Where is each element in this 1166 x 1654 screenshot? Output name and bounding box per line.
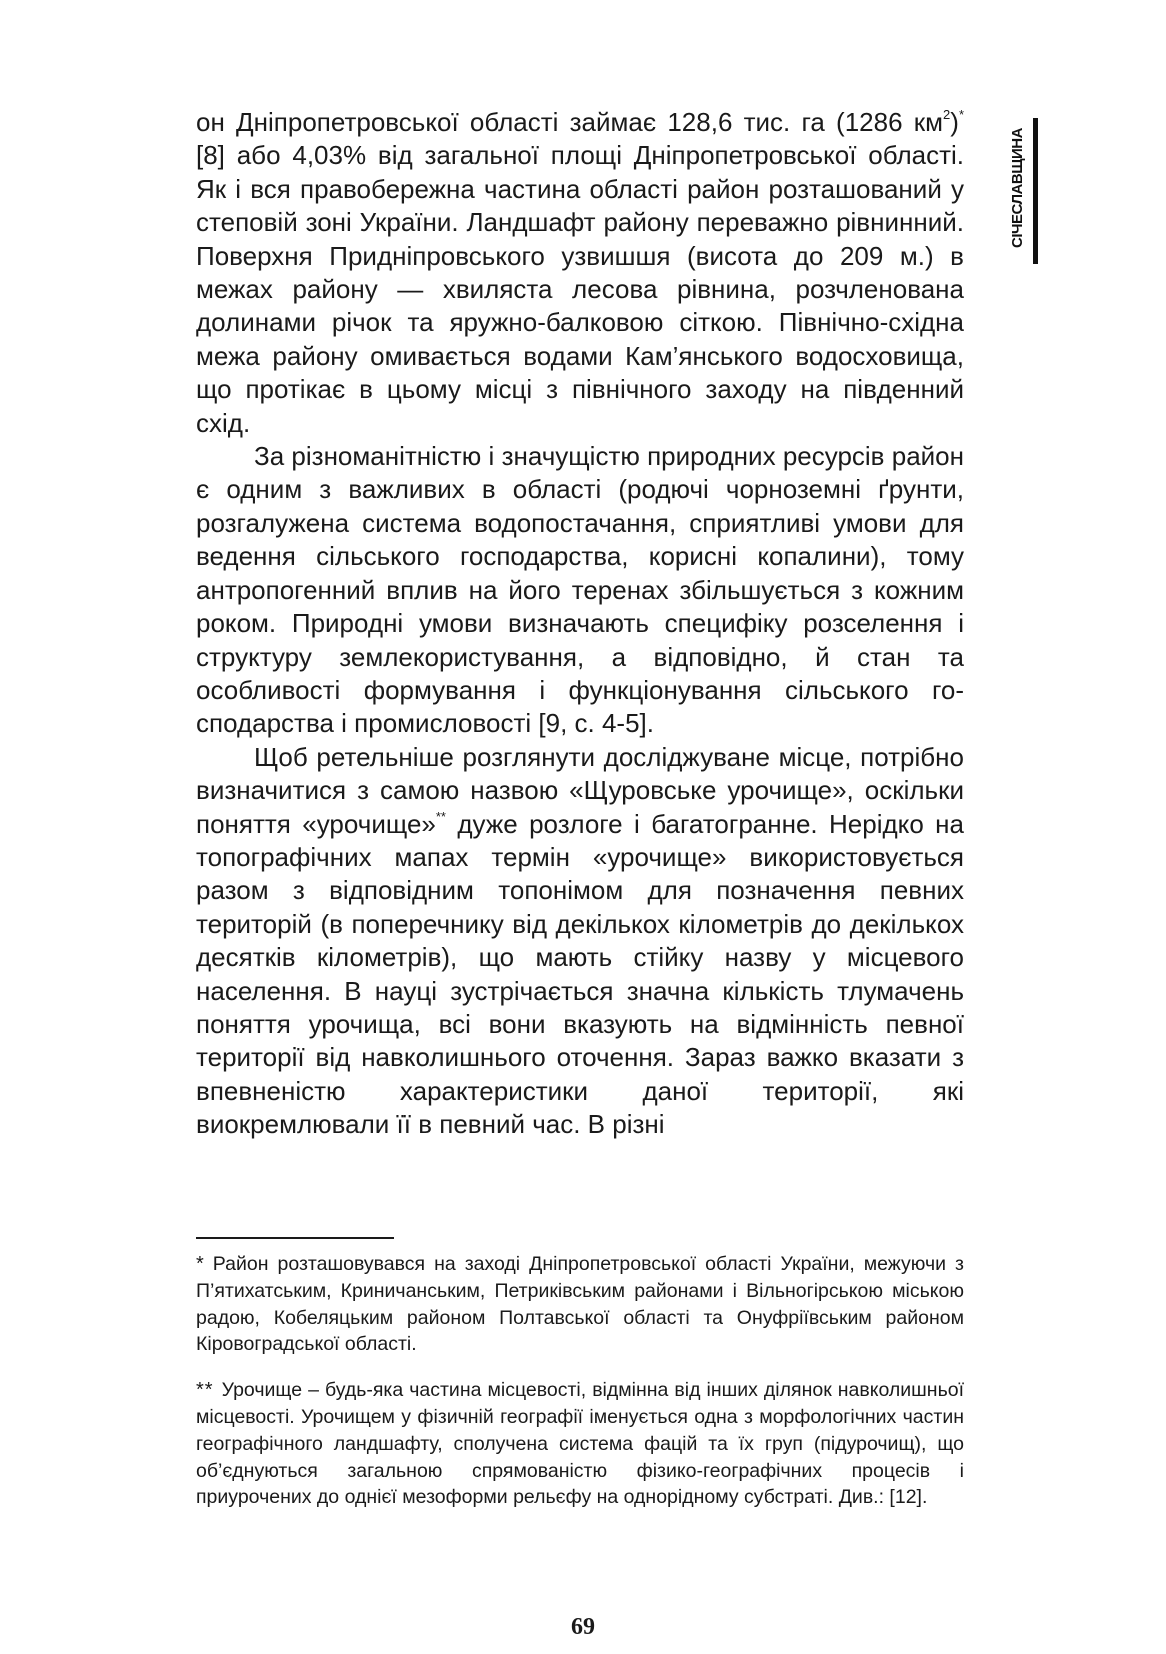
main-text: [196, 106, 964, 1142]
footnote-1-text: Район розташовувався на заході Дніпропетровської області України, межуючи з П’ятихатським, Криничанським, Петриківським районами і Вільногірською міською радою, Кобеляцьким районом Полтавської області та Онуфріївським районом Кіровоградської області.: [196, 1253, 964, 1356]
superscript-2: 2: [943, 107, 951, 122]
page-number: 69: [571, 1614, 595, 1640]
footnote-divider: [196, 1237, 394, 1239]
paragraph-3: [196, 741, 964, 1142]
footnote-ref-1: *: [958, 107, 964, 122]
paragraph-1-text-b: ): [950, 107, 959, 137]
paragraph-3-text-a: Щоб ретельніше розглянути досліджуване місце, потрібно визначитися з самою назвою «Щуровське урочище», оскільки поняття «урочище»: [196, 741, 964, 839]
paragraph-1-text-a: он Дніпропетровської області займає 128,6 тис. га (1286 км: [196, 107, 944, 137]
footnote-2: [196, 1377, 964, 1511]
footnote-2-text: Урочище – будь-яка частина місцевості, відмінна від інших ділянок навколишньої місцевості. Урочищем у фізичній географії іменується одна з морфологічних частин географічного ландшафту, сполучена система фацій та їх груп (підурочищ), що об’єднуються загальною спрямованістю фізико-географічних процесів і приурочених до однієї мезоформи рельєфу на однорідному субстраті. Див.: [12].: [196, 1379, 964, 1509]
footnote-ref-2: **: [435, 808, 446, 824]
footnote-1-mark: *: [196, 1253, 205, 1275]
series-logo-text: СІЧЕСЛАВЩИНА: [1009, 128, 1026, 248]
paragraph-2: За різноманітністю і значущістю природних ресурсів район є одним з важливих в області (родючі чорноземні ґрунти, розгалужена система водопостачання, сприятливі умови для ведення сільського господарства, корисні копалини), тому антропогенний вплив на його теренах збільшується з кожним роком. Природні умови визначають специфіку розселення і структуру землекористування, а відповідно, й стан та особливості формування і функціонування сільського господарства і промисловості [9, с. 4-5].: [196, 441, 964, 739]
footnote-2-mark: **: [196, 1379, 214, 1402]
paragraph-1-text-c: [8] або 4,03% від загальної площі Дніпропетровської області. Як і вся правобережна частина області район розташований у степовій зоні України. Ландшафт району переважно рівнинний. Поверхня Придніпровського узвишшя (висота до 209 м.) в межах району — хвиляста лесова рівнина, розчленована долинами річок та яружно-балковою сіткою. Північно-східна межа району омивається водами Кам’янського водосховища, що протікає в цьому місці з північного заходу на південний схід.: [196, 140, 964, 438]
paragraph-1: [196, 106, 964, 440]
paragraph-3-text-b: дуже розлоге і багатогранне. Нерідко на топографічних мапах термін «урочище» використовується разом з відповідним топонімом для позначення певних територій (в поперечнику від декількох кілометрів до декількох десятків кілометрів), що мають стійку назву у місцевого населення. В науці зустрічається значна кількість тлумачень поняття урочища, всі вони вказують на відмінність певної території від навколишнього оточення. Зараз важко вказати з впевненістю характеристики даної території, які виокремлювали її в певний час. В різні: [196, 808, 965, 1140]
series-logo: [1007, 112, 1041, 264]
footnotes: [196, 1251, 964, 1530]
series-logo-bar: [1033, 118, 1038, 264]
footnote-1: [196, 1251, 964, 1358]
